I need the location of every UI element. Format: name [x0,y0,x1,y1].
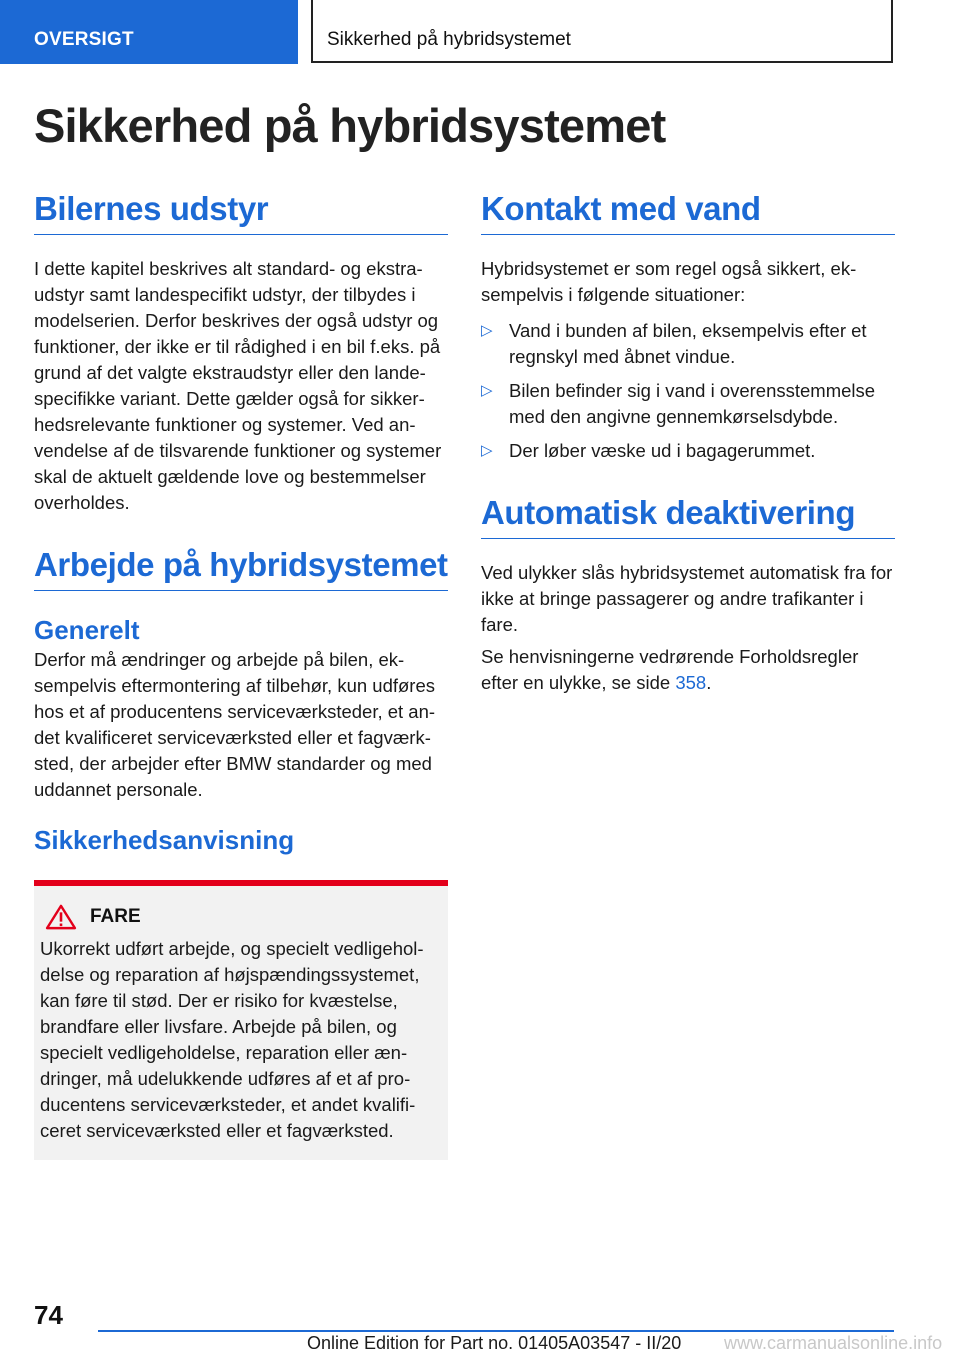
list-item-text: Der løber væske ud i bagagerummet. [509,440,816,461]
footer-edition: Online Edition for Part no. 01405A03547 - II/20 [307,1333,682,1353]
list-item [481,438,895,464]
heading-automatisk-deaktivering: Automatisk deaktivering [481,494,895,539]
page-reference-link[interactable]: 358 [675,672,707,693]
paragraph-generelt: Derfor må ændringer og arbejde på bilen, eksempelvis eftermontering af tilbehør, kun udføres hos et af producentens serviceværksteder, et andet kvalificeret serviceværksted eller et fagværksted, der arbejder efter BMW standarder og med uddannet personale. [34,649,436,800]
paragraph-henvisning [481,644,895,696]
warning-box [34,880,448,1160]
subheading-generelt: Generelt [34,615,140,645]
chapter-title: Sikkerhed på hybridsystemet [327,29,571,50]
list-item-text: Vand i bunden af bilen, eksempelvis efter et regnskyl med åbnet vindue. [509,320,867,367]
heading-arbejde-pa-hybridsystemet: Arbejde på hybridsystemet [34,546,448,591]
paragraph-deaktivering: Ved ulykker slås hybridsystemet automatisk fra for ikke at bringe passagerer og andre trafikanter i fare. [481,562,893,635]
list-item-text: Bilen befinder sig i vand i overensstemmelse med den angivne gennemkørselsdybde. [509,380,876,427]
paragraph-kontakt-intro: Hybridsystemet er som regel også sikkert, eksempelvis i følgende situationer: [481,258,857,305]
paragraph-udstyr: I dette kapitel beskrives alt standard- og ekstraudstyr samt landespecifikt udstyr, der tilbydes i modelserien. Derfor beskrives der også udstyr og funktioner, der ikke er til rådighed i en bil f.eks. på grund af det valgte ekstraudstyr eller den landespecifikke variant. Dette gælder også for sikkerhedsrelevante funktioner og systemer. Ved anvendelse af de tilsvarende funktioner og systemer skal de aktuelt gældende love og bestemmelser overholdes. [34,258,442,513]
page-number: 74 [34,1300,63,1330]
warning-text: Ukorrekt udført arbejde, og specielt vedligeholdelse og reparation af højspændingssystemet, kan føre til stød. Der er risiko for kvæstelse, brandfare eller livsfare. Arbejde på bilen, og specielt vedligeholdelse, reparation eller ændringer, må udelukkende udføres af et af producentens serviceværksteder, et andet kvalificeret serviceværksted eller et fagværksted. [40,938,424,1141]
list-item [481,378,895,430]
list-item [481,318,895,370]
bullet-triangle-icon: ▷ [481,442,493,459]
heading-bilernes-udstyr: Bilernes udstyr [34,190,448,235]
warning-label: FARE [90,906,141,927]
henvisning-text: Se henvisningerne vedrørende Forholdsregler efter en ulykke, se side [481,646,859,693]
section-tab-label: OVERSIGT [34,29,134,50]
left-column [34,190,448,1160]
subheading-sikkerhedsanvisning: Sikkerhedsanvisning [34,825,295,855]
warning-triangle-icon [44,904,78,930]
footer-divider [98,1330,894,1332]
bullet-list-vand [481,318,895,464]
right-column [481,190,895,696]
warning-header [40,904,440,930]
bullet-triangle-icon: ▷ [481,382,493,399]
henvisning-period: . [706,672,712,693]
heading-kontakt-med-vand: Kontakt med vand [481,190,895,235]
page-title: Sikkerhed på hybridsystemet [34,99,666,152]
footer-watermark: www.carmanualsonline.info [724,1333,943,1353]
header-section-tab [0,0,298,64]
header-chapter-box [311,0,893,63]
bullet-triangle-icon: ▷ [481,322,493,339]
